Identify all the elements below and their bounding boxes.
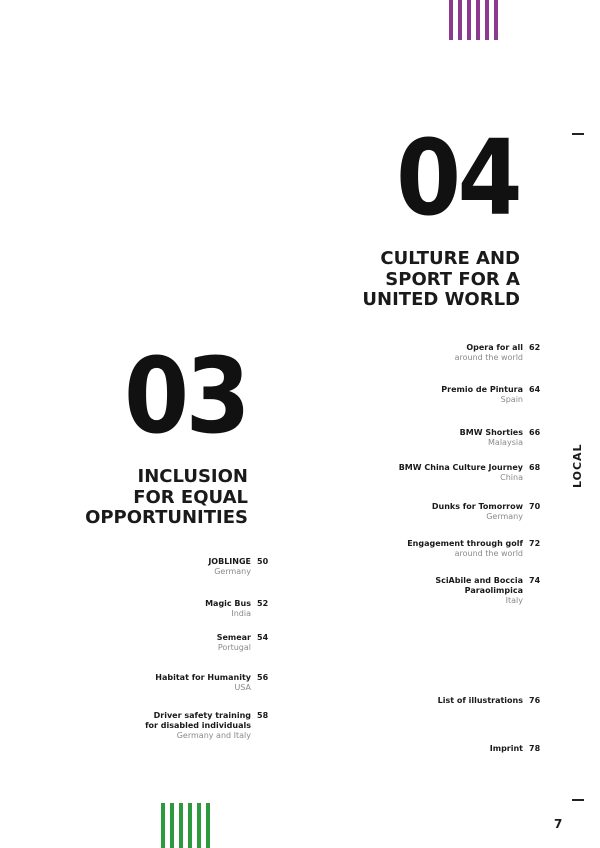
toc-entry-title: Habitat for Humanity: [155, 673, 251, 682]
toc-entry-location: Germany: [214, 567, 251, 576]
section-03-number: 03: [124, 335, 248, 457]
toc-entry[interactable]: [323, 385, 541, 405]
toc-entry-title: JOBLINGE: [208, 557, 251, 566]
toc-entry[interactable]: [323, 343, 541, 363]
toc-entry-page: 70: [529, 502, 541, 511]
toc-entry-title: Driver safety training for disabled individuals: [145, 711, 251, 730]
section-03-title: [85, 467, 248, 529]
toc-entry-page: 54: [257, 633, 269, 642]
toc-entry[interactable]: [323, 539, 541, 559]
section-03-title-line: INCLUSION: [137, 466, 248, 487]
toc-entry-location: Spain: [500, 395, 523, 404]
toc-entry-page: 52: [257, 599, 269, 608]
toc-entry[interactable]: [141, 711, 269, 741]
toc-entry-page: 50: [257, 557, 269, 566]
toc-entry-page: 68: [529, 463, 541, 472]
margin-rule: [572, 799, 584, 801]
toc-entry[interactable]: [323, 428, 541, 448]
section-03-title-line: OPPORTUNITIES: [85, 507, 248, 529]
section-04-title-line: UNITED WORLD: [362, 289, 520, 311]
toc-entry[interactable]: [51, 557, 269, 577]
toc-entry-page: 76: [529, 696, 541, 705]
section-04-number: 04: [396, 117, 520, 239]
margin-rule: [572, 133, 584, 135]
section-03-title-line: FOR EQUAL: [133, 486, 248, 508]
toc-entry[interactable]: [51, 599, 269, 619]
toc-entry[interactable]: [51, 673, 269, 693]
toc-entry-page: 64: [529, 385, 541, 394]
toc-entry-location: Germany and Italy: [176, 731, 251, 740]
toc-entry-page: 78: [529, 744, 541, 753]
bottom-stripes-decoration: [161, 803, 210, 848]
toc-entry[interactable]: [51, 633, 269, 653]
page-number: 7: [554, 817, 563, 831]
toc-entry-page: 74: [529, 576, 541, 585]
toc-entry-title: Premio de Pintura: [441, 385, 523, 394]
toc-entry-title: Dunks for Tomorrow: [431, 502, 523, 511]
toc-entry-location: around the world: [454, 353, 523, 362]
toc-entry-location: USA: [234, 683, 251, 692]
toc-entry-page: 72: [529, 539, 541, 548]
toc-entry-title: Semear: [216, 633, 251, 642]
toc-entry-title: Imprint: [489, 744, 523, 753]
toc-entry-title: Magic Bus: [205, 599, 251, 608]
toc-entry-page: 66: [529, 428, 541, 437]
section-04-title: [362, 249, 520, 311]
toc-entry-location: around the world: [454, 549, 523, 558]
toc-entry-location: India: [231, 609, 251, 618]
toc-entry[interactable]: [323, 463, 541, 483]
toc-entry[interactable]: [413, 576, 541, 606]
toc-entry-title: SciAbile and Boccia Paraolimpica: [435, 576, 523, 595]
toc-entry[interactable]: [323, 696, 541, 706]
toc-entry-location: Portugal: [217, 643, 251, 652]
toc-entry-title: BMW Shorties: [459, 428, 523, 437]
toc-entry-title: List of illustrations: [437, 696, 523, 705]
toc-entry[interactable]: [323, 502, 541, 522]
toc-entry-location: Germany: [486, 512, 523, 521]
toc-entry-page: 62: [529, 343, 541, 352]
toc-entry-page: 58: [257, 711, 269, 720]
side-label: LOCAL: [571, 443, 584, 488]
toc-entry-page: 56: [257, 673, 269, 682]
toc-entry-title: Opera for all: [466, 343, 523, 352]
section-04-title-line: CULTURE AND: [380, 248, 520, 269]
toc-entry[interactable]: [323, 744, 541, 754]
toc-entry-title: Engagement through golf: [407, 539, 523, 548]
top-stripes-decoration: [449, 0, 498, 40]
toc-entry-location: Italy: [505, 596, 523, 605]
section-04-title-line: SPORT FOR A: [385, 268, 520, 290]
toc-entry-location: China: [500, 473, 523, 482]
toc-entry-title: BMW China Culture Journey: [398, 463, 523, 472]
toc-entry-location: Malaysia: [488, 438, 523, 447]
